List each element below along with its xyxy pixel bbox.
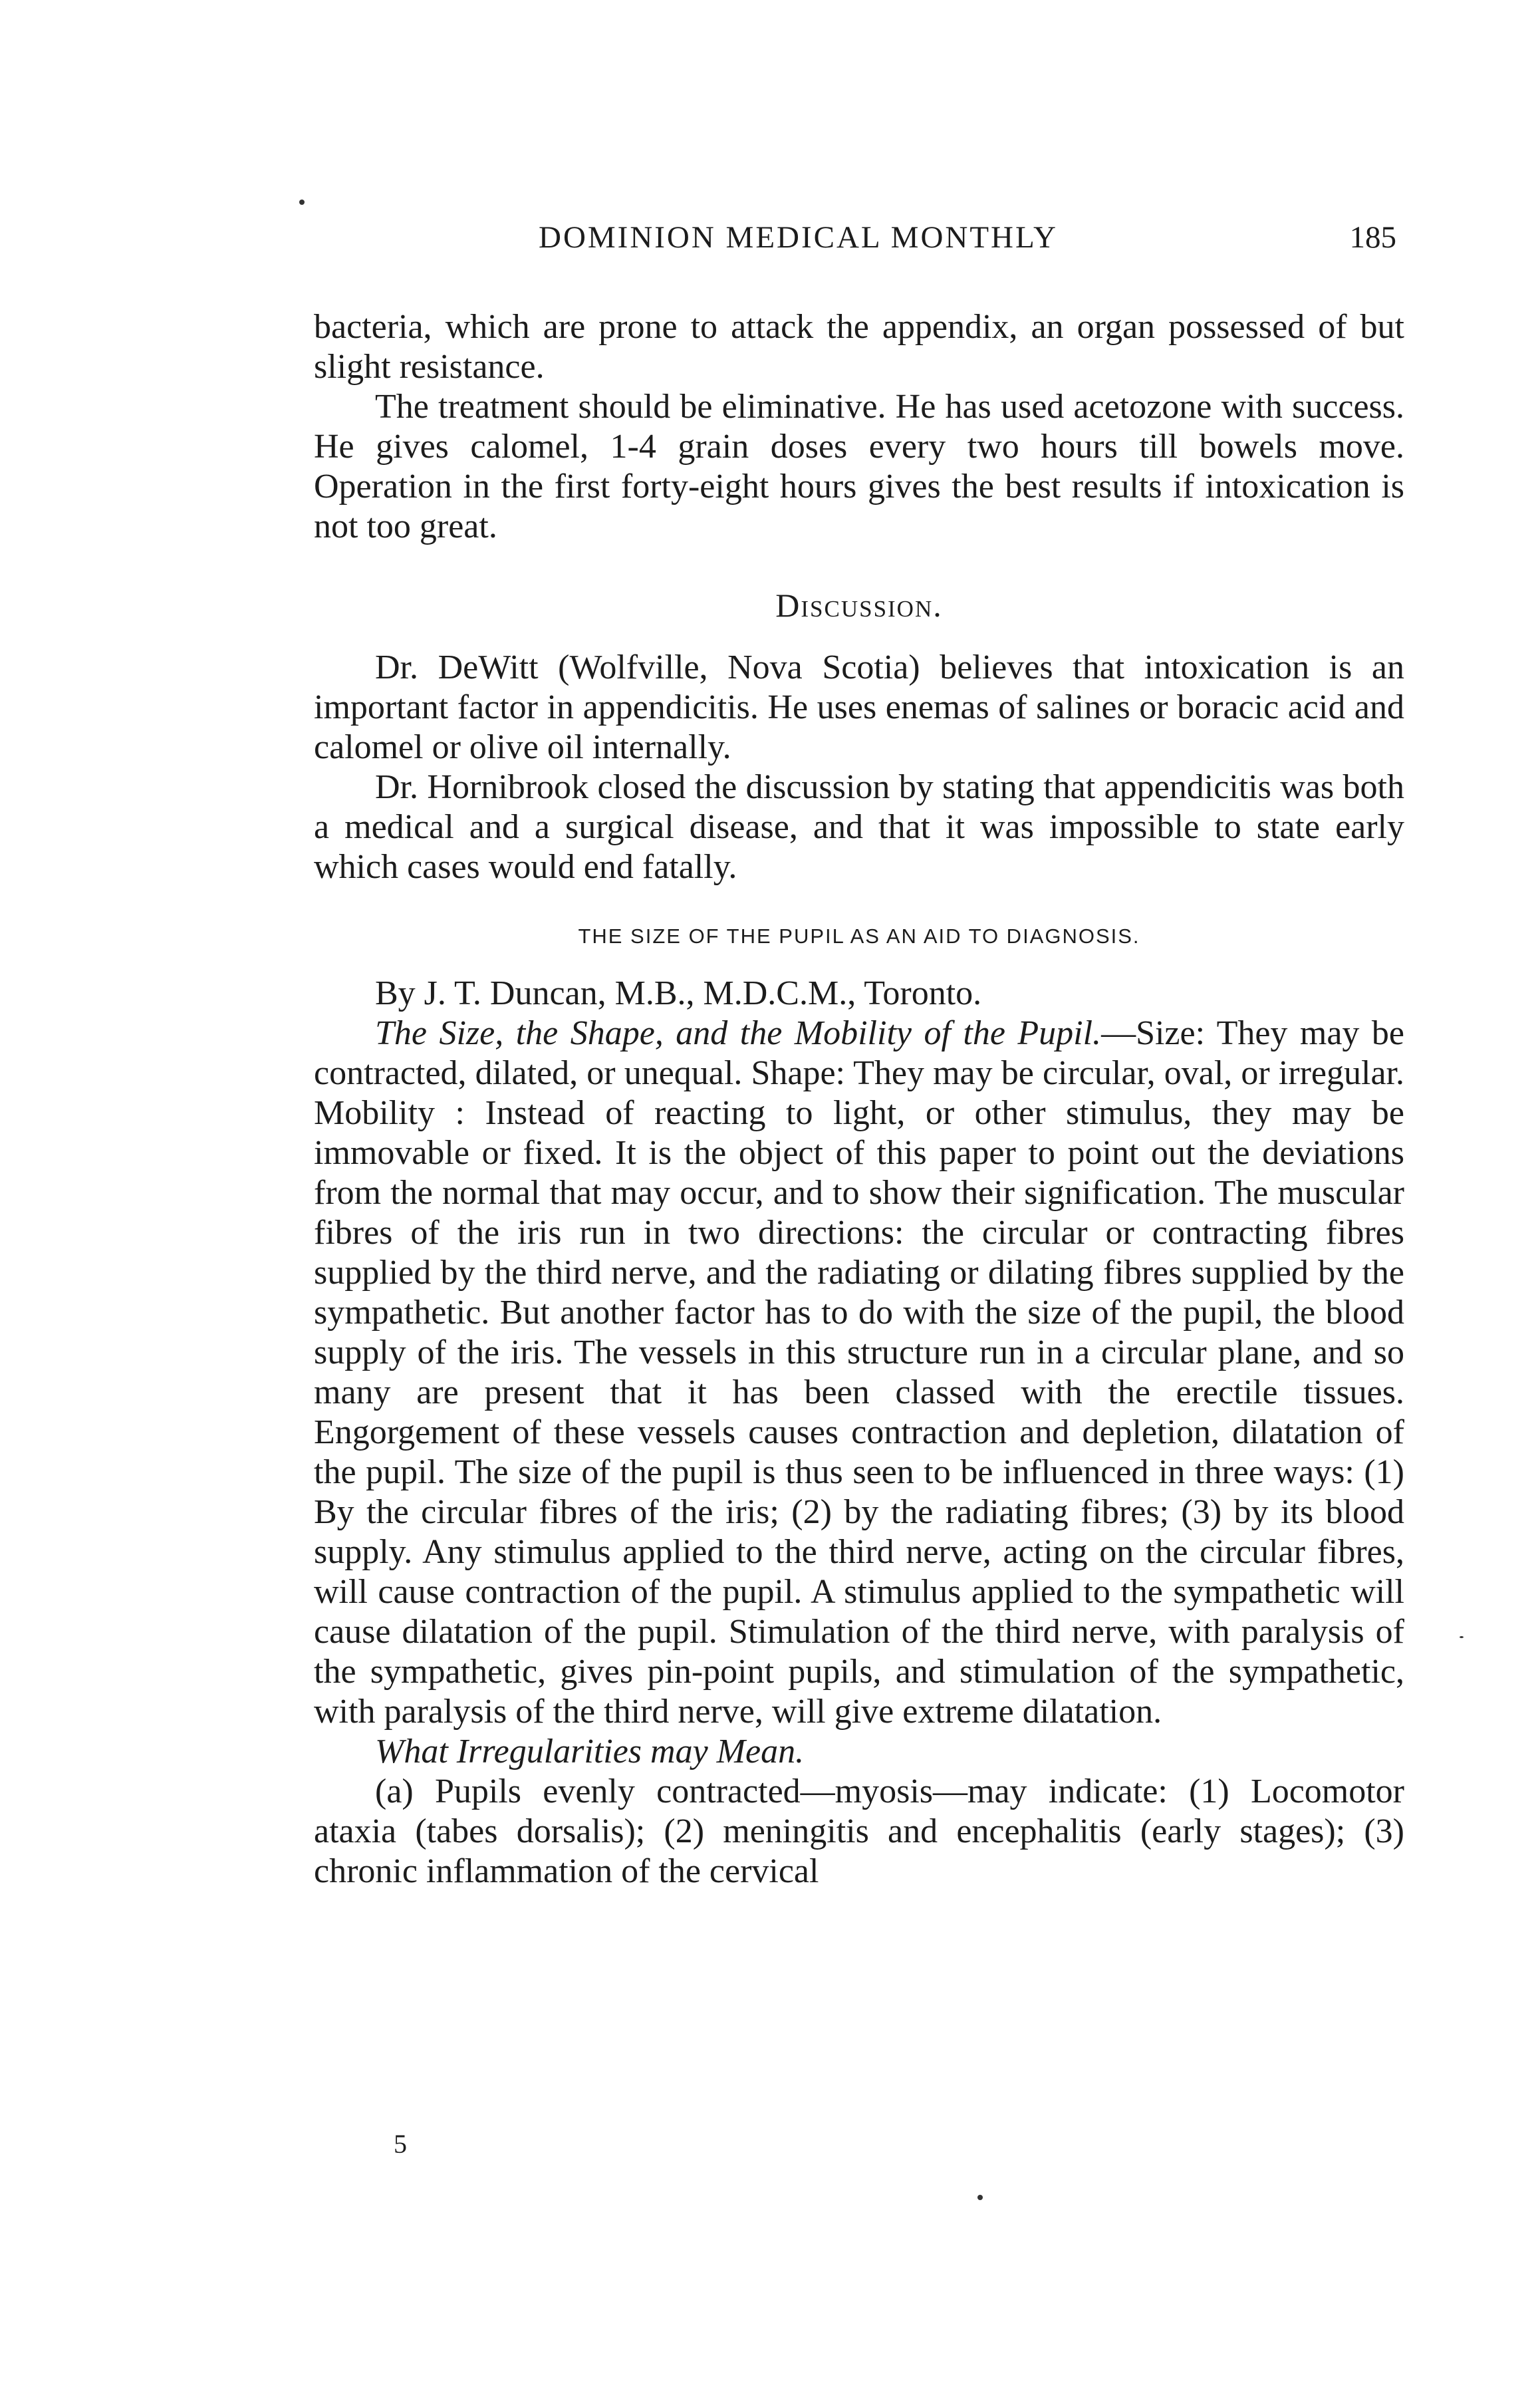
discussion-heading: Discussion. <box>775 587 943 624</box>
paragraph-continued: bacteria, which are prone to attack the appendix, an organ possessed of but slight resistance. <box>314 308 1404 386</box>
print-speck <box>299 200 305 205</box>
lead-italic: The Size, the Shape, and the Mobility of the Pupil. <box>375 1014 1102 1052</box>
subheading-irregularities: What Irregularities may Mean. <box>375 1733 805 1770</box>
paragraph-dewitt: Dr. DeWitt (Wolfville, Nova Scotia) believes that intoxication is an important factor in appendicitis. He uses enemas of salines or boracic acid and calomel or olive oil internally. <box>314 648 1404 766</box>
page-header <box>319 219 1396 273</box>
page-number: 185 <box>1349 220 1396 255</box>
print-speck <box>1460 1636 1464 1638</box>
paragraph-a: (a) Pupils evenly contracted—myosis—may indicate: (1) Locomotor ataxia (tabes dorsalis); (2) meningitis and encephalitis (early stages); (3) chronic inflammation of the cervical <box>314 1772 1404 1890</box>
article-title: THE SIZE OF THE PUPIL AS AN AID TO DIAGNOSIS. <box>578 924 1140 948</box>
running-head: DOMINION MEDICAL MONTHLY <box>539 220 1058 255</box>
lead-text: —Size: They may be contracted, dilated, or unequal. Shape: They may be circular, oval, or irregular. Mobility : Instead of reacting to light, or other stimulus, they may be immovable or fixed. It is the object of this paper to point out the deviations from the normal that may occur, and to show their signification. The muscular fibres of the iris run in two directions: the circular or contracting fibres supplied by the third nerve, and the radiating or dilating fibres supplied by the sympathetic. But another factor has to do with the size of the pupil, the blood supply of the iris. The vessels in this structure run in a circular plane, and so many are present that it has been classed with the erectile tissues. Engorgement of these vessels causes contraction and depletion, dilatation of the pupil. The size of the pupil is thus seen to be influenced in three ways: (1) By the circular fibres of the iris; (2) by the radiating fibres; (3) by its blood supply. Any stimulus applied to the third nerve, acting on the circular fibres, will cause contraction of the pupil. A stimulus applied to the sympathetic will cause dilatation of the pupil. Stimulation of the third nerve, with paralysis of the sympathetic, gives pin-point pupils, and stimulation of the sympathetic, with paralysis of the third nerve, will give extreme dilatation. <box>314 1014 1404 1731</box>
page-body <box>314 307 1404 1892</box>
print-speck <box>977 2195 983 2200</box>
article-byline: By J. T. Duncan, M.B., M.D.C.M., Toronto. <box>375 974 982 1012</box>
paragraph-treatment: The treatment should be eliminative. He has used acetozone with success. He gives calomel, 1-4 grain doses every two hours till bowels move. Operation in the first forty-eight hours gives the best results if intoxication is not too great. <box>314 388 1404 545</box>
paragraph-hornibrook: Dr. Hornibrook closed the discussion by stating that appendicitis was both a medical and a surgical disease, and that it was impossible to state early which cases would end fatally. <box>314 768 1404 886</box>
signature-mark: 5 <box>394 2129 407 2159</box>
paragraph-lead <box>314 1014 1404 1732</box>
